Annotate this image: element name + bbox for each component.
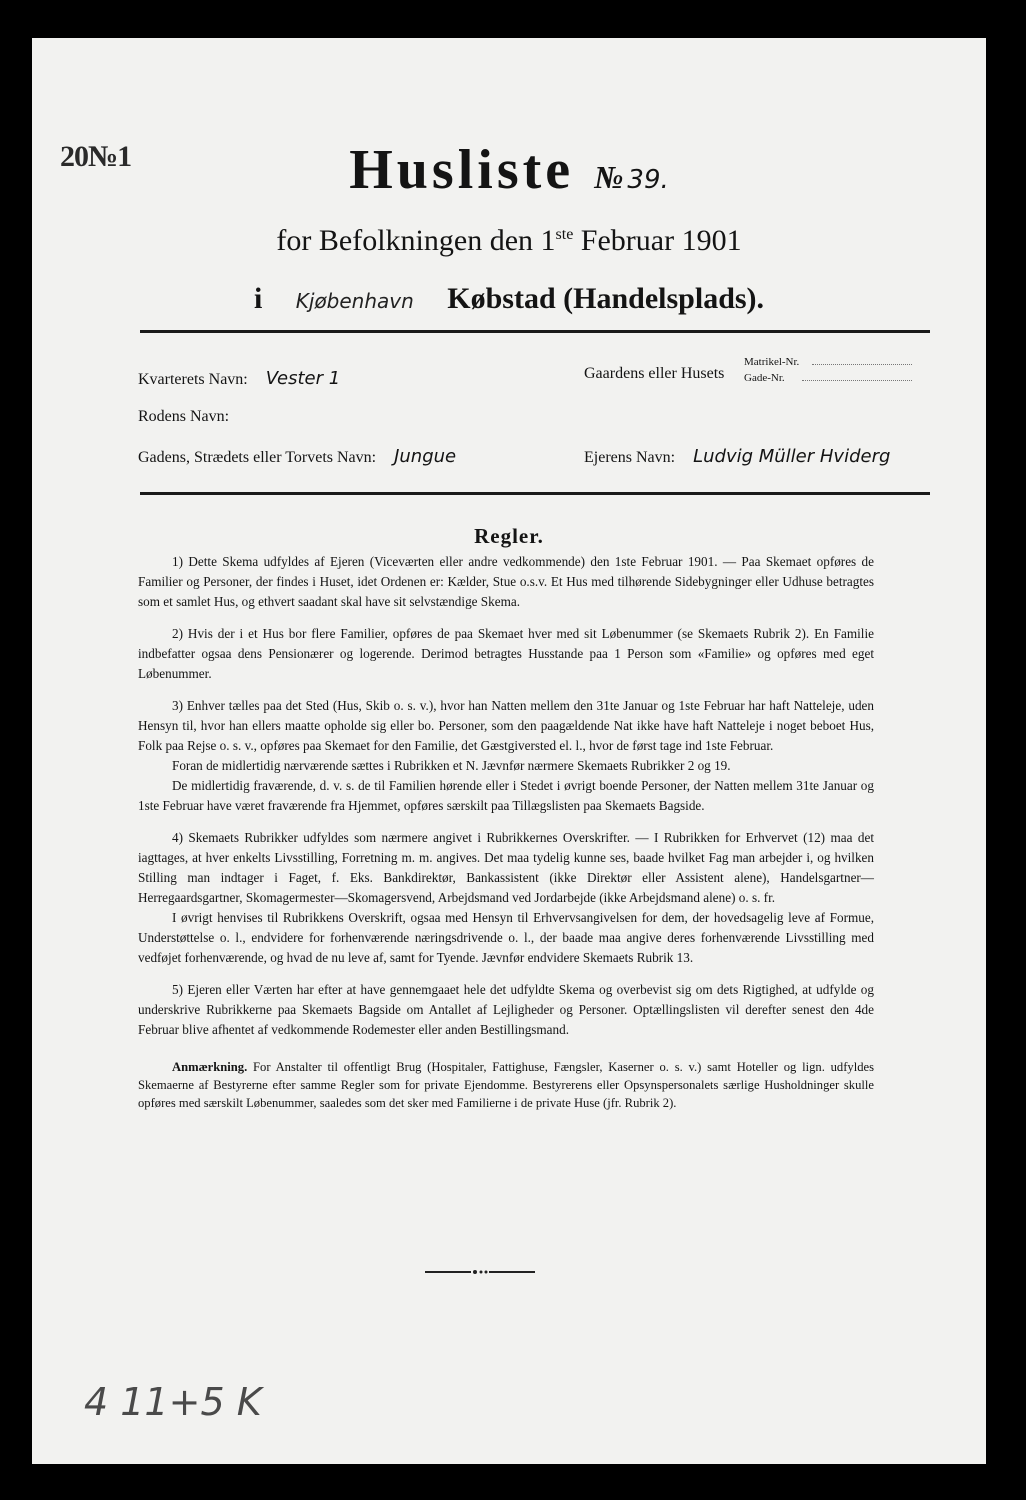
roden-field <box>138 408 229 426</box>
title-number-value: 39. <box>627 165 669 195</box>
bottom-divider <box>140 492 930 495</box>
pencil-margin-note: 4 11+5 K <box>84 1380 262 1424</box>
matrikel-label: Matrikel-Nr. <box>744 356 800 368</box>
kvarter-label: Kvarterets Navn: <box>138 371 248 388</box>
form-title <box>32 138 986 202</box>
gade-value: Jungue <box>394 446 457 467</box>
subtitle-post: Februar 1901 <box>573 224 742 257</box>
gaard-field <box>584 365 724 383</box>
gade-label: Gadens, Strædets eller Torvets Navn: <box>138 449 377 466</box>
gade-nr-label: Gade-Nr. <box>744 372 785 384</box>
ejer-field <box>584 446 890 467</box>
anmaerkning-label: Anmærkning. <box>172 1060 248 1074</box>
city-prefix: i <box>253 282 263 315</box>
subtitle-sup: ste <box>555 226 574 243</box>
ornament-line-right <box>489 1271 535 1273</box>
rule-5: 5) Ejeren eller Værten har efter at have gennemgaaet hele det udfyldte Skema og overbevist sig om dets Rigtighed, at udfylde og underskrive Rubrikkerne paa Skemaets Bagside om Antallet af Lejligheder og Personer. Optællingslisten vil derefter senest den 4de Februar blive afhentet af vedkommende Rodemester eller anden Bestillingsmand. <box>138 982 874 1037</box>
ejer-value: Ludvig Müller Hviderg <box>693 446 891 467</box>
anmaerkning-text: For Anstalter til offentligt Brug (Hospitaler, Fattighuse, Fængsler, Kaserner o. s. v.) samt Hoteller og lign. udfyldes Skemaerne af Bestyrerne efter samme Regler som for private Ejendomme. Bestyrerens eller Opsynspersonalets særlige Husholdninger skulle opføres med særskilt Løbenummer, saaledes som det sker med Familierne i de private Huse (jfr. Rubrik 2). <box>138 1060 874 1110</box>
matrikel-dotline <box>812 364 912 365</box>
form-subtitle <box>32 224 986 258</box>
gade-nr-dotline <box>802 380 912 381</box>
rule-4: 4) Skemaets Rubrikker udfyldes som nærmere angivet i Rubrikkernes Overskrifter. — I Rubrikken for Erhvervet (12) maa det iagttages, at hver enkelts Livsstilling, Forretning m. m. angives. Det maa tydelig kunne ses, baade hvilket Fag man arbejder i, og hvilken Stilling man indtager i Faget, f. Eks. Bankdirektør, Bankassistent (ikke Direktør eller Assistent alene), Handelsgartner—Herregaardsgartner, Skomagermester—Skomagersvend, Arbejdsmand ved Jordarbejde (ikke Arbejdsmand alene) o. s. fr. <box>138 830 874 905</box>
top-divider <box>140 330 930 333</box>
subtitle-pre: for Befolkningen den 1 <box>276 224 556 257</box>
ornament-dot-icon <box>471 1267 489 1277</box>
rule-3-note-a: Foran de midlertidig nærværende sættes i Rubrikken et N. Jævnfør nærmere Skemaets Rubrikker 2 og 19. <box>172 758 731 773</box>
rules-body <box>138 552 874 1124</box>
ornament-divider <box>425 1267 535 1277</box>
rule-2: 2) Hvis der i et Hus bor flere Familier, opføres de paa Skemaet hver med sit Løbenummer (se Skemaets Rubrik 2). En Familie indbefatter ogsaa dens Pensionærer og logerende. Derimod betragtes Husstande paa 1 Person som «Familie» og opføres med eget Løbenummer. <box>138 626 874 681</box>
gade-field <box>138 446 456 467</box>
city-line <box>32 282 986 316</box>
title-text: Husliste <box>349 139 575 201</box>
hus-number-labels <box>744 354 799 386</box>
rules-heading: Regler. <box>474 524 544 548</box>
roden-label: Rodens Navn: <box>138 408 230 425</box>
ejer-label: Ejerens Navn: <box>584 449 676 466</box>
rule-3-note-b: De midlertidig fraværende, d. v. s. de til Familien hørende eller i Stedet i øvrigt boende Personer, der Natten mellem 31te Januar og 1ste Februar have været fraværende fra Hjemmet, opføres særskilt paa Tillægslisten paa Skemaets Bagside. <box>138 778 874 813</box>
kvarter-field <box>138 368 340 389</box>
census-form-page <box>32 38 986 1464</box>
anmaerkning <box>138 1058 874 1112</box>
rule-4-note: I øvrigt henvises til Rubrikkens Overskrift, ogsaa med Hensyn til Erhvervsangivelsen for dem, der hovedsagelig leve af Formue, Understøttelse o. l., endvidere for forhenværende næringsdrivende o. l., der baade maa angive deres forhenværende Livsstilling med vedføjet forhenværende, og hvad de nu leve af, samt for Tyende. Jævnfør endvidere Skemaets Rubrik 13. <box>138 910 874 965</box>
city-handwritten-value: Kjøbenhavn <box>295 289 414 313</box>
archive-stamp: 20№1 <box>60 140 132 173</box>
ornament-line-left <box>425 1271 471 1273</box>
title-number-label: № <box>594 159 624 195</box>
city-suffix: Købstad (Handelsplads). <box>447 282 765 315</box>
rule-1: 1) Dette Skema udfyldes af Ejeren (Viceværten eller andre vedkommende) den 1ste Februar 1901. — Paa Skemaet opføres de Familier og Personer, der findes i Huset, idet Ordenen er: Kælder, Stue o.s.v. Et Hus med tilhørende Sidebygninger eller Udhuse betragtes som et samlet Hus, og ethvert saadant skal have sit selvstændige Skema. <box>138 554 874 609</box>
gaard-label: Gaardens eller Husets <box>584 365 725 382</box>
kvarter-value: Vester 1 <box>265 368 341 389</box>
rule-3: 3) Enhver tælles paa det Sted (Hus, Skib o. s. v.), hvor han Natten mellem den 31te Januar og 1ste Februar har haft Natteleje, uden Hensyn til, hvor han ellers maatte opholde sig eller bo. Personer, som den paagældende Nat ikke have haft Natteleje i noget beboet Hus, Folk paa Rejse o. s. v., opføres paa Skemaet for den Familie, det Gæstgiversted el. l., hvor de først tage ind 1ste Februar. <box>138 698 874 753</box>
